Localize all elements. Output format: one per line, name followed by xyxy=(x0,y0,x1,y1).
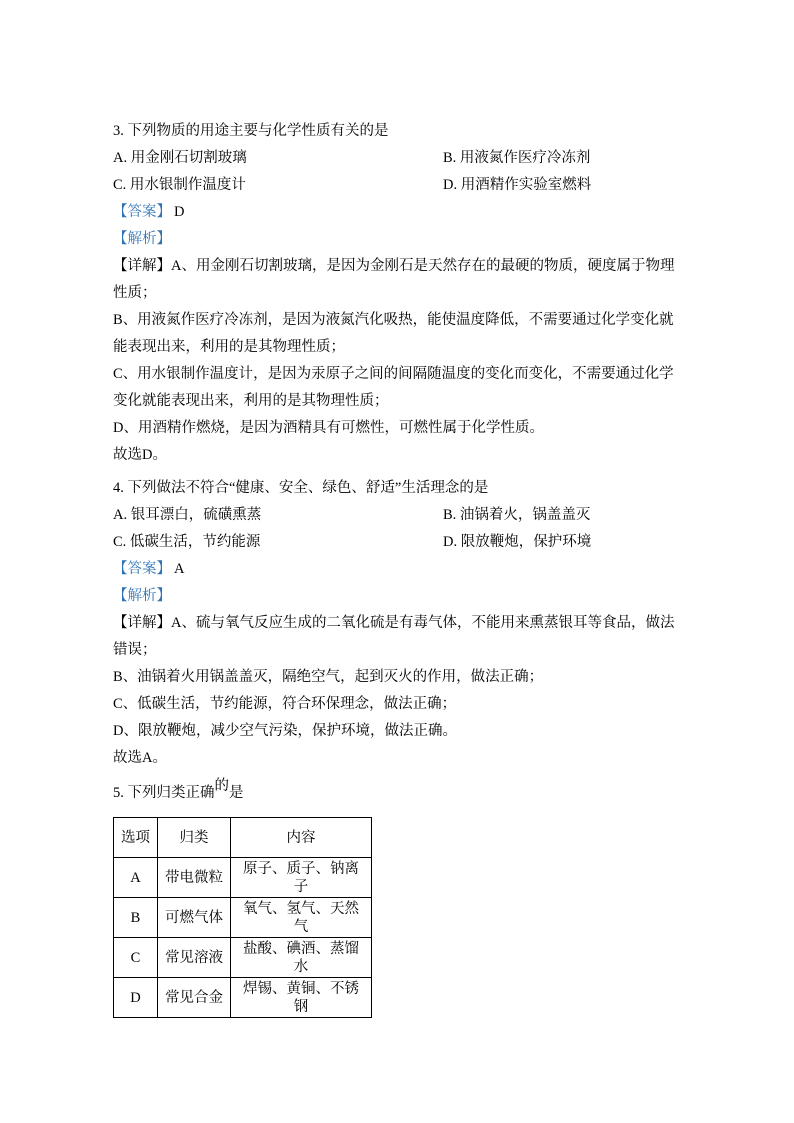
question-5-stem-prefix: 5. 下列归类正确 xyxy=(113,785,215,801)
question-4-option-c: C. 低碳生活，节约能源 xyxy=(113,534,261,550)
question-4-conclusion: 故选A。 xyxy=(113,750,167,766)
question-4-stem: 4. 下列做法不符合“健康、安全、绿色、舒适”生活理念的是 xyxy=(113,480,489,496)
question-4-options-row-2 xyxy=(113,529,681,556)
table-cell-option: A xyxy=(114,858,158,898)
question-3-option-a: A. 用金刚石切割玻璃 xyxy=(113,150,247,166)
table-cell-category: 常见溶液 xyxy=(158,938,231,978)
table-header-option: 选项 xyxy=(114,818,158,858)
table-header-category: 归类 xyxy=(158,818,231,858)
table-cell-category: 常见合金 xyxy=(158,978,231,1018)
table-cell-option: D xyxy=(114,978,158,1018)
table-cell-category: 带电微粒 xyxy=(158,858,231,898)
question-5-stem-raised-char: 的 xyxy=(214,778,229,794)
question-5 xyxy=(113,780,681,1018)
table-cell-option: B xyxy=(114,898,158,938)
question-3-conclusion: 故选D。 xyxy=(113,447,167,463)
question-3-explanation-paragraph: C、用水银制作温度计，是因为汞原子之间的间隔随温度的变化而变化，不需要通过化学变化就能表现出来，利用的是其物理性质； xyxy=(113,366,674,409)
answer-label: 【答案】 xyxy=(113,561,171,577)
question-4 xyxy=(113,475,681,772)
question-4-explanation-paragraph: D、限放鞭炮，减少空气污染，保护环境，做法正确。 xyxy=(113,723,457,739)
analysis-label: 【解析】 xyxy=(113,231,171,247)
table-header-row xyxy=(114,818,372,858)
question-3-options-row-1 xyxy=(113,145,681,172)
table-cell-content: 氧气、氢气、天然气 xyxy=(231,898,372,938)
table-row xyxy=(114,938,372,978)
table-cell-category: 可燃气体 xyxy=(158,898,231,938)
question-3-option-d: D. 用酒精作实验室燃料 xyxy=(443,177,592,193)
table-cell-content: 盐酸、碘酒、蒸馏水 xyxy=(231,938,372,978)
question-4-option-d: D. 限放鞭炮，保护环境 xyxy=(443,534,592,550)
question-5-stem-suffix: 是 xyxy=(229,785,244,801)
table-cell-content: 原子、质子、钠离子 xyxy=(231,858,372,898)
question-4-options-row-1 xyxy=(113,502,681,529)
question-3-option-b: B. 用液氮作医疗冷冻剂 xyxy=(443,150,591,166)
table-cell-option: C xyxy=(114,938,158,978)
question-3-explanation-paragraph: D、用酒精作燃烧，是因为酒精具有可燃性，可燃性属于化学性质。 xyxy=(113,420,544,436)
table-cell-content: 焊锡、黄铜、不锈钢 xyxy=(231,978,372,1018)
question-4-explanation-paragraph: C、低碳生活，节约能源，符合环保理念，做法正确； xyxy=(113,696,457,712)
question-3 xyxy=(113,118,681,469)
question-3-analysis-line xyxy=(113,226,681,253)
question-5-stem xyxy=(113,780,681,807)
question-4-explanation-paragraph: 【详解】A、硫与氧气反应生成的二氧化硫是有毒气体，不能用来熏蒸银耳等食品，做法错误； xyxy=(113,615,675,658)
question-3-explanation-paragraph: B、用液氮作医疗冷冻剂，是因为液氮汽化吸热，能使温度降低，不需要通过化学变化就能表现出来，利用的是其物理性质； xyxy=(113,312,674,355)
question-4-answer-line xyxy=(113,556,681,583)
answer-label: 【答案】 xyxy=(113,204,171,220)
question-3-answer-value: D xyxy=(174,204,185,220)
question-4-option-b: B. 油锅着火，锅盖盖灭 xyxy=(443,507,591,523)
question-4-answer-value: A xyxy=(174,561,185,577)
question-3-explanation-paragraph: 【详解】A、用金刚石切割玻璃，是因为金刚石是天然存在的最硬的物质，硬度属于物理性质； xyxy=(113,258,675,301)
question-4-option-a: A. 银耳漂白，硫磺熏蒸 xyxy=(113,507,262,523)
analysis-label: 【解析】 xyxy=(113,588,171,604)
table-row xyxy=(114,858,372,898)
table-header-content: 内容 xyxy=(231,818,372,858)
table-row xyxy=(114,978,372,1018)
question-3-stem: 3. 下列物质的用途主要与化学性质有关的是 xyxy=(113,123,389,139)
question-4-analysis-line xyxy=(113,583,681,610)
question-4-explanation-paragraph: B、油锅着火用锅盖盖灭，隔绝空气，起到灭火的作用，做法正确； xyxy=(113,669,544,685)
question-3-options-row-2 xyxy=(113,172,681,199)
question-3-option-c: C. 用水银制作温度计 xyxy=(113,177,246,193)
table-row xyxy=(114,898,372,938)
question-3-answer-line xyxy=(113,199,681,226)
classification-table xyxy=(113,817,372,1018)
